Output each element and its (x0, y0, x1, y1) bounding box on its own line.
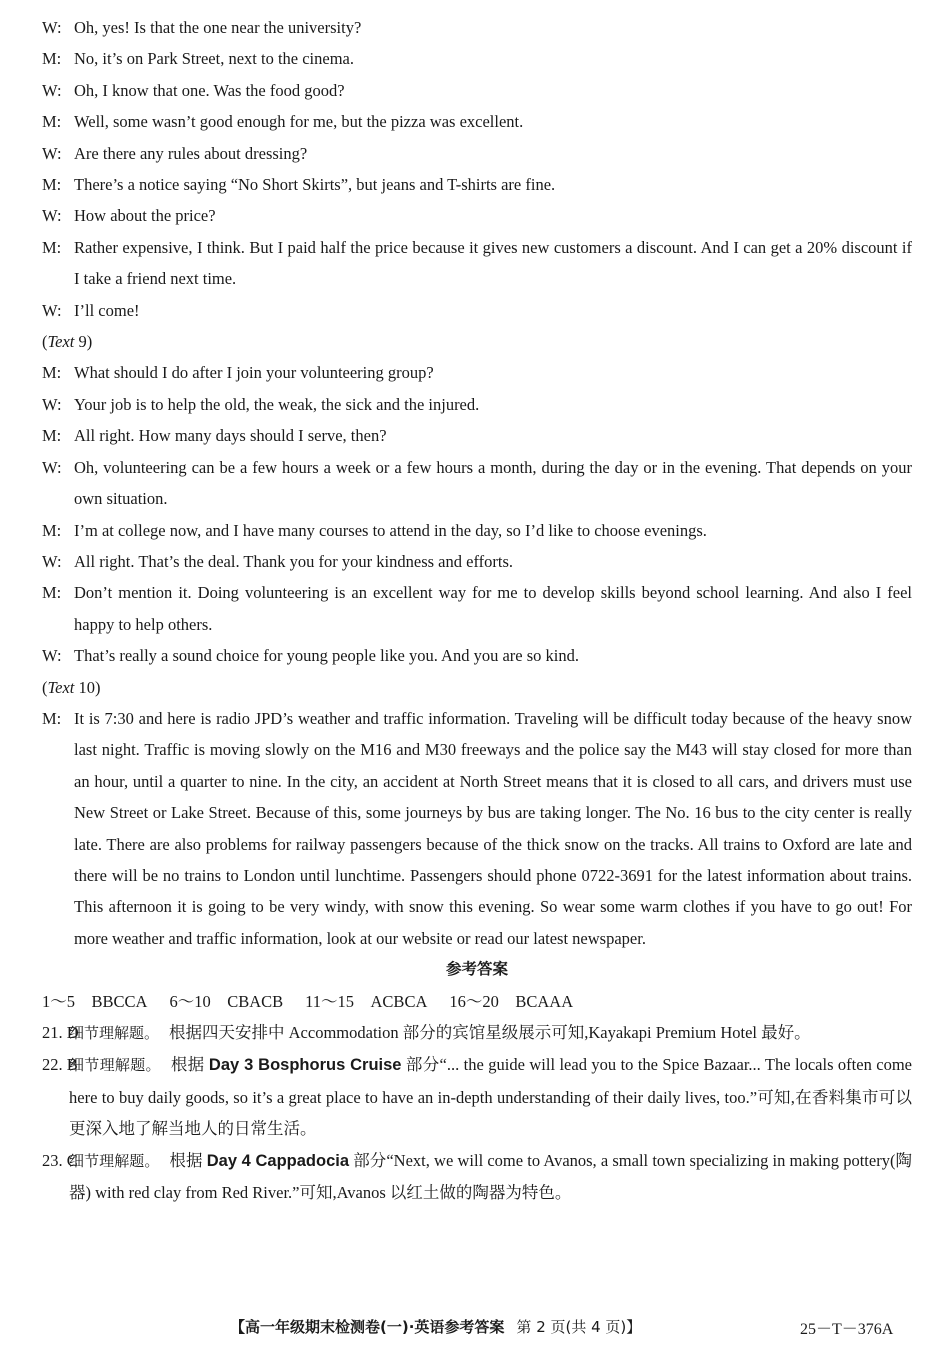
dialogue-text: Your job is to help the old, the weak, the sick and the injured. (74, 394, 480, 414)
answer-number: 21. D (42, 1023, 79, 1042)
answer-group: 11～15 ACBCA (305, 991, 428, 1011)
dialogue-line (42, 232, 912, 295)
dialogue-line (42, 295, 912, 326)
section-reference: Day 4 Cappadocia (206, 1151, 350, 1170)
question-category: 细节理解题。 (69, 1151, 160, 1170)
dialogue-text: What should I do after I join your volunteering group? (74, 363, 434, 383)
speaker-label: M: (42, 520, 62, 540)
dialogue-section-a (42, 12, 912, 326)
dialogue-text: I’m at college now, and I have many courses to attend in the day, so I’d like to choose evenings. (74, 520, 707, 540)
dialogue-text: No, it’s on Park Street, next to the cinema. (74, 49, 354, 69)
speaker-label: M: (42, 49, 62, 69)
dialogue-line (42, 452, 912, 515)
dialogue-text: All right. That’s the deal. Thank you for your kindness and efforts. (74, 551, 514, 571)
text-9-heading: (Text 9) (42, 332, 93, 352)
answers-heading: 参考答案 (445, 960, 508, 979)
dialogue-line (42, 169, 912, 200)
dialogue-line (42, 75, 912, 106)
monologue-paragraph (42, 703, 912, 954)
dialogue-text: Well, some wasn’t good enough for me, but the pizza was excellent. (74, 112, 524, 132)
dialogue-line (42, 357, 912, 388)
page-footer (0, 1312, 950, 1342)
speaker-label: M: (42, 237, 62, 257)
dialogue-text: All right. How many days should I serve, then? (74, 426, 387, 446)
speaker-label: W: (42, 143, 62, 163)
dialogue-text: I’ll come! (74, 300, 140, 320)
dialogue-line (42, 138, 912, 169)
dialogue-line (42, 577, 912, 640)
text-10-heading: (Text 10) (42, 677, 101, 697)
dialogue-line (42, 546, 912, 577)
dialogue-line (42, 43, 912, 74)
dialogue-line (42, 640, 912, 671)
dialogue-text: There’s a notice saying “No Short Skirts”, but jeans and T-shirts are fine. (74, 175, 556, 195)
dialogue-line (42, 12, 912, 43)
dialogue-line (42, 389, 912, 420)
speaker-label: W: (42, 646, 62, 666)
speaker-label: W: (42, 300, 62, 320)
explanation-text: 根据 (170, 1055, 209, 1075)
speaker-label: W: (42, 457, 62, 477)
dialogue-text: Don’t mention it. Doing volunteering is an excellent way for me to develop skills beyond school learning. And also I feel happy to help others. (74, 583, 912, 634)
speaker-label: M: (42, 426, 62, 446)
dialogue-line (42, 106, 912, 137)
speaker-label: W: (42, 206, 62, 226)
dialogue-text: Oh, yes! Is that the one near the university? (74, 18, 362, 37)
dialogue-line (42, 420, 912, 451)
answer-number: 23. C (42, 1150, 78, 1170)
question-category: 细节理解题。 (69, 1056, 161, 1075)
speaker-label: W: (42, 80, 62, 100)
page-number: 第 2 页(共 4 页)】 (516, 1318, 642, 1336)
speaker-label: M: (42, 583, 62, 603)
dialogue-section-b (42, 357, 912, 671)
document-page (42, 12, 912, 1208)
answer-group: 6～10 CBACB (169, 991, 284, 1011)
answer-explanation-23 (42, 1145, 912, 1209)
footer-title: 【高一年级期末检测卷(一)·英语参考答案 第 2 页(共 4 页)】 (230, 1318, 642, 1336)
explanation-text: 根据 (169, 1150, 207, 1170)
dialogue-text: That’s really a sound choice for young people like you. And you are so kind. (74, 646, 579, 666)
question-category: 细节理解题。 (69, 1024, 160, 1042)
speaker-label: M: (42, 708, 62, 728)
dialogue-text: Are there any rules about dressing? (74, 143, 308, 163)
speaker-label: W: (42, 551, 62, 571)
monologue-text: It is 7:30 and here is radio JPD’s weather and traffic information. Traveling will be difficult today because of the heavy snow last night. Traffic is moving slowly on the M16 and M30 freeways and the police say the M43 will stay closed for more than an hour, until a quarter to nine. In the city, an accident at North Street means that it is closed to all cars, and drivers must use New Street or Lake Street. Because of this, some journeys by bus are taking longer. The No. 16 bus to the city center is really late. There are also problems for railway passengers because of the thick snow on the tracks. All trains to Oxford are late and there will be no trains to London until lunchtime. Passengers should phone 0722-3691 for the latest information about trains. This afternoon it is going to be very windy, with snow this evening. So wear some warm clothes if you have to go out! For more weather and traffic information, look at our website or read our latest newspaper. (74, 708, 912, 948)
speaker-label: M: (42, 363, 62, 383)
dialogue-text: Oh, I know that one. Was the food good? (74, 80, 345, 100)
dialogue-line (42, 200, 912, 231)
document-code: 25－T－376A (800, 1321, 894, 1338)
speaker-label: M: (42, 175, 62, 195)
section-reference: Day 3 Bosphorus Cruise (208, 1056, 402, 1075)
dialogue-text: Oh, volunteering can be a few hours a week or a few hours a month, during the day or in the evening. That depends on your own situation. (74, 457, 912, 509)
explanation-text: 部分“Next, we will come to Avanos, a small town specializing in making pottery(陶器) with red clay from Red River.”可知,Avanos 以红土做的陶器为特色。 (69, 1150, 913, 1203)
speaker-label: W: (42, 394, 62, 414)
dialogue-text: How about the price? (74, 206, 216, 226)
answer-number: 22. B (42, 1055, 78, 1075)
answer-summary-row (42, 986, 912, 1017)
answer-explanation-22 (42, 1049, 912, 1144)
dialogue-text: Rather expensive, I think. But I paid half the price because it gives new customers a discount. And I can get a 20% discount if I take a friend next time. (74, 237, 912, 289)
answer-group: 16～20 BCAAA (449, 991, 574, 1011)
answer-explanation-21 (42, 1017, 912, 1049)
explanation-text: 根据四天安排中 Accommodation 部分的宾馆星级展示可知,Kayakapi Premium Hotel 最好。 (169, 1023, 811, 1042)
answer-group: 1～5 BBCCA (42, 991, 148, 1011)
speaker-label: W: (42, 18, 62, 37)
dialogue-line (42, 515, 912, 546)
speaker-label: M: (42, 112, 62, 132)
explanation-text: 部分“... the guide will lead you to the Spice Bazaar... The locals often come here to buy daily goods, so it’s a great place to have an in-depth understanding of their daily lives, too.”可知,在香料集市可以更深入地了解当地人的日常生活。 (69, 1055, 913, 1139)
